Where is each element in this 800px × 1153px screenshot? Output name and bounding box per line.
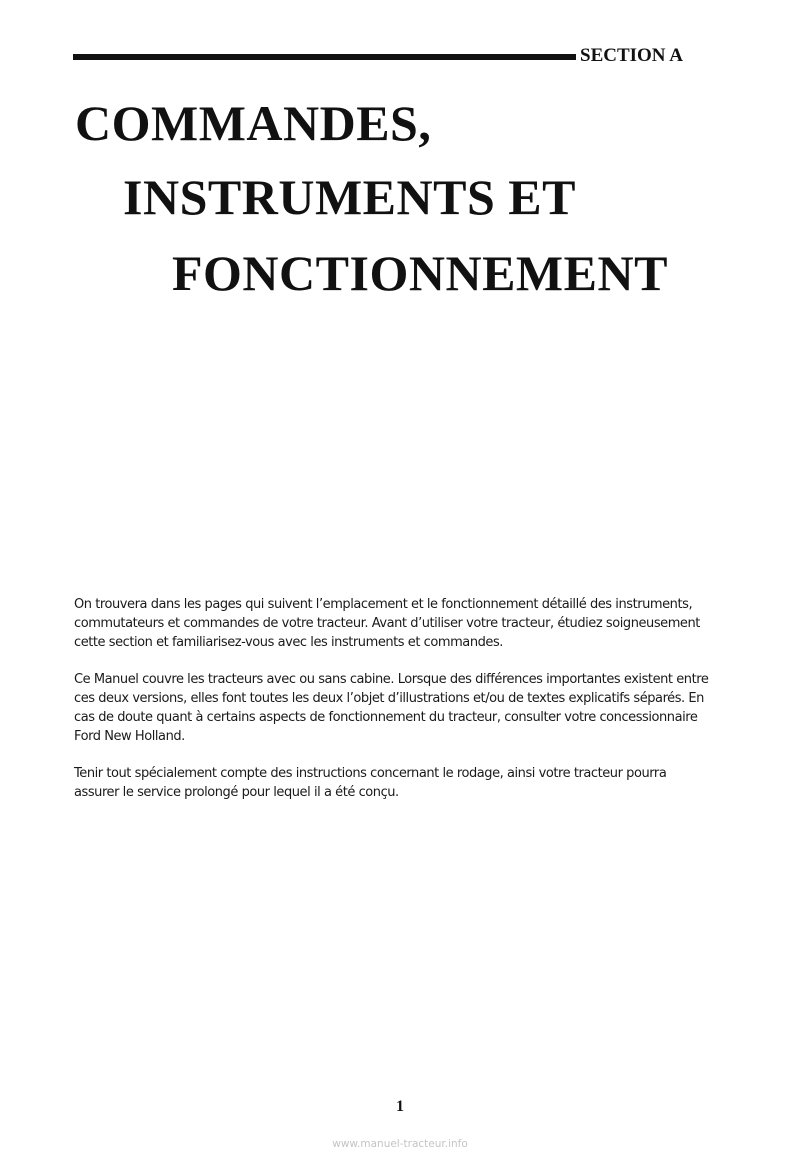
- cabin-versions-paragraph: Ce Manuel couvre les tracteurs avec ou sans cabine. Lorsque des différences importantes existent entre ces deux versions, elles font toutes les deux l’objet d’illustrations et/ou de textes explicatifs séparés. En cas de doute quant à certains aspects de fonctionnement du tracteur, consulter votre concessionnaire Ford New Holland.: [74, 672, 709, 744]
- section-header-rule: [73, 54, 576, 60]
- intro-paragraph: On trouvera dans les pages qui suivent l’emplacement et le fonctionnement détaillé des instruments, commutateurs et commandes de votre tracteur. Avant d’utiliser votre tracteur, étudiez soigneusement cette section et familiarisez-vous avec les instruments et commandes.: [74, 597, 700, 650]
- watermark: www.manuel-tracteur.info: [332, 1138, 468, 1150]
- running-in-paragraph: Tenir tout spécialement compte des instructions concernant le rodage, ainsi votre tracteur pourra assurer le service prolongé pour lequel il a été conçu.: [74, 766, 667, 800]
- page-number: 1: [396, 1098, 404, 1115]
- title-line-3: FONCTIONNEMENT: [172, 245, 668, 301]
- title-line-1: COMMANDES,: [75, 95, 432, 151]
- title-line-2: INSTRUMENTS ET: [123, 169, 576, 225]
- section-label: SECTION A: [580, 45, 683, 66]
